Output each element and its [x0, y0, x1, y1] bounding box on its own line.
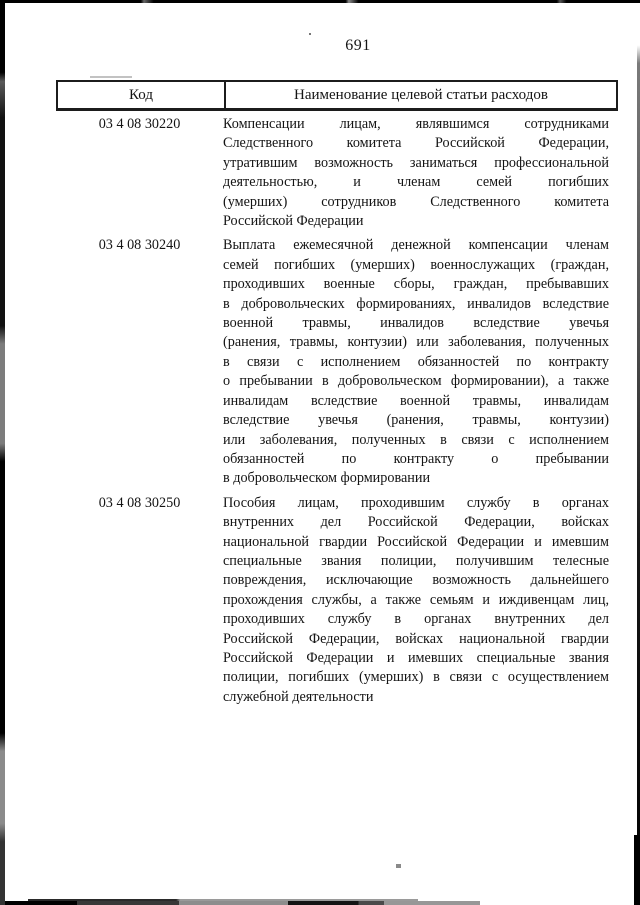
description-line: в добровольческих формированиях, инвалидов вследствие [223, 295, 609, 312]
description-line: полиции, погибших (умерших) в связи с осуществлением [223, 669, 609, 686]
table-body [56, 111, 618, 707]
description-line: проходивших военные сборы, граждан, пребывавших [223, 276, 609, 293]
description-line: о пребывании в добровольческом формировании), а также [223, 373, 609, 390]
description-line: Выплата ежемесячной денежной компенсации членам [223, 237, 609, 254]
description-line: утратившим возможность заниматься профессиональной [223, 154, 609, 171]
description-line: Компенсации лицам, являвшимся сотрудниками [223, 116, 609, 132]
description-line: специальные звания полиции, получившим телесные [223, 552, 609, 569]
description-line: Российской Федерации, войсках национальной гвардии [223, 630, 609, 647]
scan-artifact-bottom-edge [0, 901, 640, 905]
table-header-row [56, 80, 618, 111]
table-row [56, 494, 618, 707]
description-line: (ранения, травмы, контузии) или заболевания, полученных [223, 334, 609, 351]
description-line: обязанностей по контракту о пребывании [223, 450, 609, 467]
description-line: прохождения службы, а также семьям и иждивенцам лиц, [223, 591, 609, 608]
description-line: национальной гвардии Российской Федерации и имевшим [223, 533, 609, 550]
table-row [56, 115, 618, 231]
description-line: Пособия лицам, проходившим службу в органах [223, 494, 609, 511]
description-line: проходивших службу в органах внутренних дел [223, 611, 609, 628]
column-header-code: Код [58, 82, 226, 108]
page-number: 691 [345, 37, 371, 54]
entry-code: 03 4 08 30250 [98, 494, 181, 511]
description-line: деятельностью, и членам семей погибших [223, 174, 609, 191]
description-line: служебной деятельности [223, 688, 374, 705]
scan-artifact-top-edge [0, 0, 640, 3]
description-line: в связи с исполнением обязанностей по контракту [223, 353, 609, 370]
scan-artifact-speck [396, 864, 401, 868]
entry-description [223, 115, 618, 231]
scan-artifact-left-edge [0, 0, 5, 905]
entry-description [223, 236, 618, 488]
entry-code: 03 4 08 30220 [98, 116, 181, 132]
description-line: (умерших) сотрудников Следственного комитета [223, 193, 609, 210]
description-line: или заболевания, полученных в связи с исполнением [223, 431, 609, 448]
column-header-name: Наименование целевой статьи расходов [294, 86, 548, 103]
entry-description [223, 494, 618, 707]
description-line: Российской Федерации и имевших специальные звания [223, 649, 609, 666]
description-line: Следственного комитета Российской Федерации, [223, 135, 609, 152]
description-line: семей погибших (умерших) военнослужащих (граждан, [223, 256, 609, 273]
scan-artifact-dash [90, 76, 132, 78]
description-line: повреждения, исключающие возможность дальнейшего [223, 572, 609, 589]
scan-artifact-dot [309, 33, 311, 35]
description-line: Российской Федерации [223, 213, 364, 230]
description-line: вследствие увечья (ранения, травмы, контузии) [223, 412, 609, 429]
entry-code: 03 4 08 30240 [98, 237, 181, 254]
table-row [56, 236, 618, 488]
description-line: военной травмы, инвалидов вследствие увечья [223, 315, 609, 332]
description-line: инвалидам вследствие военной травмы, инвалидам [223, 392, 609, 409]
scan-artifact-right-bottom [634, 835, 640, 905]
scan-artifact-bottom-edge-2 [28, 899, 418, 901]
description-line: в добровольческом формировании [223, 470, 431, 487]
expenditure-table [56, 80, 618, 712]
description-line: внутренних дел Российской Федерации, войсках [223, 514, 609, 531]
